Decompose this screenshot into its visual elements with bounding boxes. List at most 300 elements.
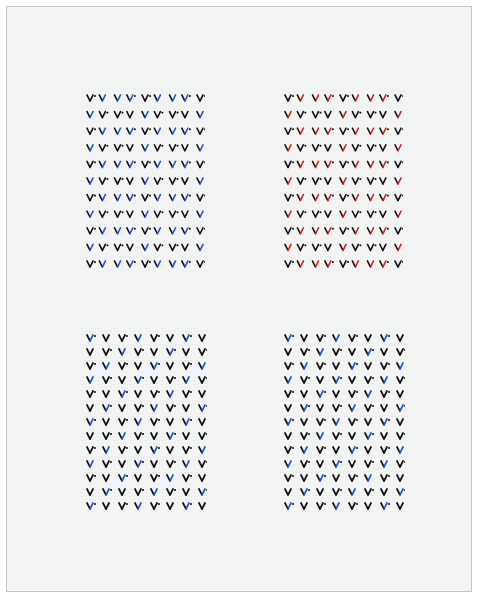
pattern-mark (325, 128, 334, 134)
pattern-mark (151, 475, 160, 481)
pattern-mark (395, 128, 403, 134)
pattern-mark (325, 228, 334, 234)
pattern-mark (313, 145, 322, 151)
pattern-mark (285, 211, 291, 217)
pattern-mark (313, 95, 319, 101)
pattern-mark (197, 244, 203, 250)
pattern-mark (170, 178, 179, 184)
pattern-mark (127, 161, 136, 167)
pattern-mark (301, 419, 307, 425)
pattern-mark (199, 349, 207, 355)
pattern-mark (285, 261, 294, 267)
pattern-mark (127, 95, 136, 101)
pattern-mark (183, 489, 189, 495)
pattern-mark (142, 228, 151, 234)
pattern-mark (127, 178, 133, 184)
pattern-mark (301, 489, 310, 495)
pattern-mark (87, 112, 93, 118)
pattern-mark (119, 433, 125, 439)
pattern-mark (397, 475, 403, 481)
pattern-mark (285, 112, 291, 118)
pattern-mark (103, 489, 112, 495)
pattern-mark (368, 128, 374, 134)
pattern-mark (142, 128, 151, 134)
pattern-mark (103, 419, 109, 425)
pattern-mark (170, 112, 179, 118)
pattern-mark (285, 433, 291, 439)
pattern-mark (151, 363, 160, 369)
pattern-mark (285, 161, 294, 167)
pattern-mark (395, 161, 403, 167)
pattern-mark (333, 489, 342, 495)
panel-bottom-right (283, 333, 405, 511)
pattern-mark (170, 228, 176, 234)
pattern-mark (381, 377, 387, 383)
pattern-mark (135, 419, 141, 425)
pattern-mark (167, 461, 176, 467)
pattern-mark (197, 261, 205, 267)
pattern-mark (182, 161, 191, 167)
pattern-mark (167, 419, 173, 425)
pattern-mark (297, 161, 303, 167)
pattern-mark (87, 489, 93, 495)
pattern-mark (395, 112, 401, 118)
pattern-mark (182, 211, 188, 217)
pattern-mark (285, 377, 291, 383)
pattern-mark (368, 112, 377, 118)
pattern-mark (285, 503, 294, 509)
pattern-mark (142, 178, 148, 184)
pattern-mark (127, 228, 136, 234)
pattern-mark (87, 419, 96, 425)
pattern-mark (301, 391, 307, 397)
pattern-mark (87, 349, 93, 355)
pattern-mark (135, 377, 144, 383)
pattern-mark (368, 178, 377, 184)
pattern-mark (99, 95, 105, 101)
pattern-mark (135, 489, 144, 495)
pattern-mark (197, 178, 203, 184)
pattern-sheet (6, 6, 472, 592)
pattern-mark (333, 405, 342, 411)
pattern-mark (380, 211, 386, 217)
pattern-mark (103, 377, 112, 383)
pattern-mark (340, 211, 346, 217)
pattern-mark (325, 112, 331, 118)
pattern-mark (154, 128, 160, 134)
pattern-mark (317, 419, 326, 425)
pattern-mark (301, 447, 307, 453)
pattern-mark (380, 145, 386, 151)
pattern-mark (182, 244, 188, 250)
pattern-mark (87, 178, 93, 184)
pattern-mark (297, 261, 303, 267)
pattern-mark (297, 95, 303, 101)
pattern-mark (313, 178, 322, 184)
pattern-mark (397, 419, 403, 425)
pattern-mark (365, 335, 371, 341)
pattern-mark (151, 503, 160, 509)
pattern-mark (154, 112, 163, 118)
pattern-mark (103, 447, 109, 453)
pattern-mark (115, 211, 124, 217)
pattern-mark (325, 261, 334, 267)
pattern-mark (368, 228, 374, 234)
pattern-mark (395, 244, 401, 250)
pattern-mark (365, 377, 374, 383)
pattern-mark (103, 433, 112, 439)
pattern-mark (199, 419, 205, 425)
pattern-mark (115, 95, 121, 101)
pattern-mark (135, 335, 141, 341)
pattern-mark (349, 475, 358, 481)
pattern-mark (297, 244, 306, 250)
pattern-mark (297, 178, 306, 184)
pattern-mark (182, 128, 191, 134)
pattern-mark (87, 377, 93, 383)
pattern-mark (381, 391, 390, 397)
pattern-mark (167, 405, 176, 411)
pattern-mark (317, 377, 323, 383)
pattern-mark (197, 195, 205, 201)
pattern-mark (301, 475, 307, 481)
pattern-mark (182, 195, 191, 201)
pattern-mark (103, 363, 109, 369)
pattern-mark (340, 178, 346, 184)
pattern-mark (340, 128, 349, 134)
pattern-mark (325, 145, 331, 151)
pattern-mark (381, 349, 387, 355)
pattern-mark (151, 433, 157, 439)
pattern-mark (285, 244, 291, 250)
pattern-mark (397, 447, 403, 453)
pattern-mark (154, 211, 163, 217)
pattern-mark (381, 447, 390, 453)
pattern-mark (297, 195, 303, 201)
pattern-mark (313, 112, 322, 118)
pattern-mark (352, 178, 361, 184)
pattern-mark (183, 419, 192, 425)
pattern-mark (301, 405, 310, 411)
pattern-mark (167, 377, 176, 383)
pattern-mark (167, 503, 173, 509)
panel-top-left (85, 93, 205, 269)
pattern-mark (297, 112, 306, 118)
pattern-mark (142, 112, 148, 118)
pattern-mark (103, 391, 109, 397)
pattern-mark (365, 503, 371, 509)
pattern-mark (349, 503, 358, 509)
pattern-mark (380, 161, 389, 167)
pattern-mark (349, 433, 355, 439)
pattern-mark (199, 461, 207, 467)
pattern-mark (349, 489, 355, 495)
pattern-mark (154, 161, 160, 167)
pattern-mark (285, 349, 291, 355)
pattern-mark (99, 228, 105, 234)
pattern-mark (317, 475, 326, 481)
pattern-mark (285, 145, 291, 151)
pattern-top-right (283, 93, 403, 269)
pattern-mark (333, 363, 339, 369)
pattern-mark (301, 461, 310, 467)
pattern-mark (197, 145, 203, 151)
pattern-mark (182, 178, 188, 184)
pattern-mark (119, 377, 125, 383)
pattern-mark (183, 503, 192, 509)
pattern-mark (285, 335, 294, 341)
pattern-mark (183, 363, 192, 369)
pattern-mark (135, 391, 141, 397)
pattern-mark (142, 261, 151, 267)
pattern-mark (349, 419, 358, 425)
pattern-mark (115, 161, 121, 167)
pattern-mark (395, 95, 403, 101)
pattern-mark (340, 244, 346, 250)
pattern-mark (135, 405, 144, 411)
pattern-mark (397, 377, 405, 383)
pattern-mark (368, 211, 377, 217)
pattern-mark (199, 377, 207, 383)
pattern-mark (352, 112, 361, 118)
pattern-mark (365, 419, 371, 425)
pattern-mark (154, 95, 160, 101)
pattern-mark (313, 228, 319, 234)
pattern-mark (199, 489, 207, 495)
pattern-mark (368, 145, 377, 151)
pattern-mark (135, 433, 144, 439)
pattern-mark (325, 195, 334, 201)
pattern-mark (199, 363, 205, 369)
pattern-mark (349, 363, 358, 369)
pattern-mark (285, 195, 294, 201)
pattern-mark (397, 405, 405, 411)
pattern-mark (340, 228, 349, 234)
pattern-mark (340, 261, 349, 267)
pattern-mark (151, 489, 157, 495)
pattern-mark (313, 261, 319, 267)
pattern-mark (381, 489, 387, 495)
pattern-mark (183, 335, 192, 341)
pattern-mark (349, 377, 355, 383)
pattern-mark (368, 195, 374, 201)
pattern-mark (151, 335, 160, 341)
pattern-mark (352, 228, 358, 234)
pattern-mark (317, 489, 323, 495)
pattern-mark (103, 503, 109, 509)
pattern-mark (127, 128, 136, 134)
pattern-mark (397, 489, 405, 495)
pattern-mark (325, 211, 331, 217)
panel-top-right (283, 93, 403, 269)
pattern-mark (183, 405, 189, 411)
pattern-mark (154, 195, 160, 201)
pattern-mark (87, 433, 93, 439)
pattern-mark (142, 95, 151, 101)
pattern-mark (183, 433, 189, 439)
pattern-mark (87, 145, 93, 151)
pattern-mark (87, 335, 96, 341)
pattern-mark (395, 195, 403, 201)
pattern-mark (325, 244, 331, 250)
pattern-mark (170, 244, 179, 250)
pattern-mark (115, 244, 124, 250)
pattern-mark (154, 178, 163, 184)
pattern-mark (115, 145, 124, 151)
pattern-mark (151, 419, 160, 425)
pattern-mark (352, 161, 358, 167)
pattern-mark (87, 261, 96, 267)
pattern-mark (167, 391, 173, 397)
pattern-mark (170, 145, 179, 151)
pattern-mark (99, 128, 105, 134)
pattern-mark (285, 178, 291, 184)
pattern-mark (317, 405, 323, 411)
pattern-mark (87, 461, 93, 467)
pattern-mark (167, 433, 176, 439)
pattern-mark (380, 195, 389, 201)
pattern-mark (87, 95, 96, 101)
pattern-mark (87, 363, 96, 369)
pattern-mark (352, 128, 358, 134)
pattern-mark (115, 178, 124, 184)
pattern-mark (397, 335, 403, 341)
pattern-mark (352, 244, 361, 250)
pattern-mark (313, 195, 319, 201)
pattern-mark (313, 161, 319, 167)
pattern-mark (397, 391, 403, 397)
pattern-mark (365, 433, 374, 439)
pattern-mark (87, 128, 96, 134)
pattern-mark (170, 195, 176, 201)
pattern-mark (170, 128, 176, 134)
pattern-mark (99, 161, 105, 167)
pattern-mark (99, 261, 105, 267)
pattern-mark (151, 405, 157, 411)
pattern-mark (142, 161, 151, 167)
pattern-mark (317, 391, 326, 397)
pattern-mark (368, 95, 374, 101)
pattern-mark (170, 261, 176, 267)
pattern-mark (349, 447, 358, 453)
pattern-mark (167, 335, 173, 341)
pattern-mark (151, 447, 160, 453)
pattern-mark (285, 461, 291, 467)
pattern-mark (381, 419, 390, 425)
pattern-mark (197, 112, 203, 118)
pattern-mark (119, 503, 128, 509)
pattern-mark (365, 447, 371, 453)
pattern-mark (340, 161, 349, 167)
pattern-mark (151, 391, 160, 397)
pattern-mark (365, 475, 371, 481)
pattern-mark (285, 475, 294, 481)
pattern-mark (365, 489, 374, 495)
pattern-mark (103, 475, 109, 481)
pattern-mark (135, 363, 141, 369)
pattern-mark (199, 503, 205, 509)
pattern-mark (167, 349, 176, 355)
pattern-mark (103, 461, 112, 467)
pattern-mark (397, 461, 405, 467)
pattern-mark (381, 335, 390, 341)
pattern-mark (183, 349, 189, 355)
pattern-mark (285, 95, 294, 101)
pattern-mark (301, 363, 307, 369)
pattern-mark (99, 145, 108, 151)
pattern-mark (317, 363, 326, 369)
pattern-mark (333, 447, 339, 453)
pattern-mark (285, 419, 294, 425)
pattern-mark (119, 405, 125, 411)
pattern-mark (317, 335, 326, 341)
pattern-mark (285, 405, 291, 411)
pattern-mark (199, 335, 205, 341)
pattern-mark (154, 261, 160, 267)
pattern-mark (183, 377, 189, 383)
pattern-mark (395, 228, 403, 234)
pattern-mark (365, 363, 371, 369)
pattern-mark (397, 433, 405, 439)
pattern-mark (182, 95, 191, 101)
pattern-mark (87, 391, 96, 397)
pattern-mark (365, 391, 371, 397)
pattern-mark (135, 503, 141, 509)
pattern-mark (301, 503, 307, 509)
pattern-mark (333, 335, 339, 341)
pattern-mark (301, 349, 310, 355)
pattern-mark (87, 211, 93, 217)
pattern-bottom-left (85, 333, 207, 511)
pattern-mark (127, 261, 136, 267)
pattern-mark (349, 391, 358, 397)
pattern-mark (119, 419, 128, 425)
pattern-mark (167, 363, 173, 369)
pattern-mark (297, 128, 303, 134)
pattern-mark (333, 391, 339, 397)
pattern-mark (395, 178, 401, 184)
pattern-mark (317, 349, 323, 355)
pattern-mark (154, 244, 163, 250)
pattern-mark (87, 405, 93, 411)
pattern-mark (182, 145, 188, 151)
pattern-mark (119, 391, 128, 397)
pattern-mark (381, 405, 387, 411)
pattern-mark (170, 211, 179, 217)
pattern-mark (380, 178, 386, 184)
pattern-mark (333, 461, 342, 467)
pattern-mark (142, 211, 148, 217)
pattern-mark (297, 145, 306, 151)
pattern-mark (333, 349, 342, 355)
pattern-mark (182, 261, 191, 267)
pattern-mark (317, 461, 323, 467)
pattern-mark (119, 461, 125, 467)
pattern-mark (333, 503, 339, 509)
pattern-mark (340, 195, 349, 201)
pattern-mark (142, 145, 148, 151)
pattern-mark (349, 405, 355, 411)
pattern-mark (142, 244, 148, 250)
pattern-mark (87, 228, 96, 234)
pattern-mark (333, 377, 342, 383)
pattern-mark (368, 244, 377, 250)
pattern-mark (301, 433, 310, 439)
pattern-mark (340, 95, 349, 101)
pattern-mark (380, 95, 389, 101)
pattern-mark (317, 447, 326, 453)
pattern-mark (381, 475, 390, 481)
